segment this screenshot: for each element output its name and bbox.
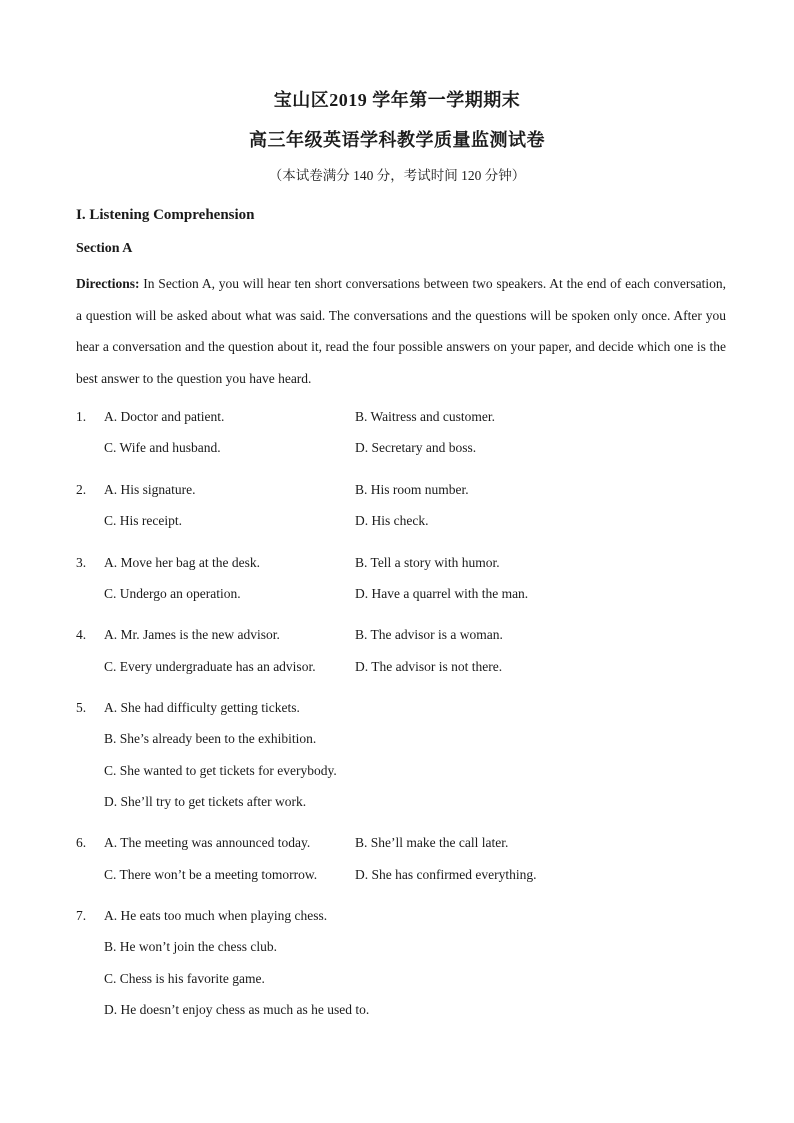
option-c: C. There won’t be a meeting tomorrow. [104,867,318,882]
part-heading: I. Listening Comprehension [76,207,255,223]
directions-paragraph [76,268,726,394]
section-heading: Section A [76,241,133,256]
directions-label: Directions: [76,276,140,291]
question-number: 2. [76,482,87,497]
option-d: D. The advisor is not there. [355,659,503,674]
directions-text: In Section A, you will hear ten short conversations between two speakers. At the end of each conversation, a question will be asked about what was said. The conversations and the questions will be spoken only once. After you hear a conversation and the question about it, read the four possible answers on your paper, and decide which one is the best answer to the question you have heard. [76,276,726,386]
option-a: A. He eats too much when playing chess. [104,908,328,923]
option-d: D. He doesn’t enjoy chess as much as he used to. [104,1002,370,1017]
option-d: D. She has confirmed everything. [355,867,537,882]
exam-title-line1: 宝山区2019 学年第一学期期末 [273,90,521,110]
question-number: 7. [76,908,87,923]
option-c: C. She wanted to get tickets for everybody. [104,763,337,778]
option-b: B. The advisor is a woman. [355,627,503,642]
question-number: 3. [76,555,87,570]
exam-subtitle: （本试卷满分 140 分，考试时间 120 分钟） [268,168,526,183]
option-d: D. Secretary and boss. [355,440,477,455]
exam-title-line2: 高三年级英语学科教学质量监测试卷 [249,130,545,150]
option-a: A. His signature. [104,482,196,497]
option-b: B. His room number. [355,482,469,497]
option-c: C. Every undergraduate has an advisor. [104,659,316,674]
question-number: 1. [76,409,87,424]
option-d: D. Have a quarrel with the man. [355,586,529,601]
option-b: B. Waitress and customer. [355,409,496,424]
question-number: 6. [76,835,87,850]
question-number: 5. [76,700,87,715]
option-a: A. Doctor and patient. [104,409,225,424]
option-c: C. Wife and husband. [104,440,221,455]
option-c: C. His receipt. [104,513,182,528]
option-b: B. He won’t join the chess club. [104,939,277,954]
option-d: D. His check. [355,513,429,528]
option-c: C. Undergo an operation. [104,586,241,601]
option-a: A. Move her bag at the desk. [104,555,260,570]
option-a: A. Mr. James is the new advisor. [104,627,280,642]
option-d: D. She’ll try to get tickets after work. [104,794,307,809]
option-a: A. The meeting was announced today. [104,835,311,850]
option-b: B. She’s already been to the exhibition. [104,731,317,746]
option-b: B. Tell a story with humor. [355,555,500,570]
option-b: B. She’ll make the call later. [355,835,509,850]
option-c: C. Chess is his favorite game. [104,971,265,986]
option-a: A. She had difficulty getting tickets. [104,700,300,715]
question-number: 4. [76,627,87,642]
